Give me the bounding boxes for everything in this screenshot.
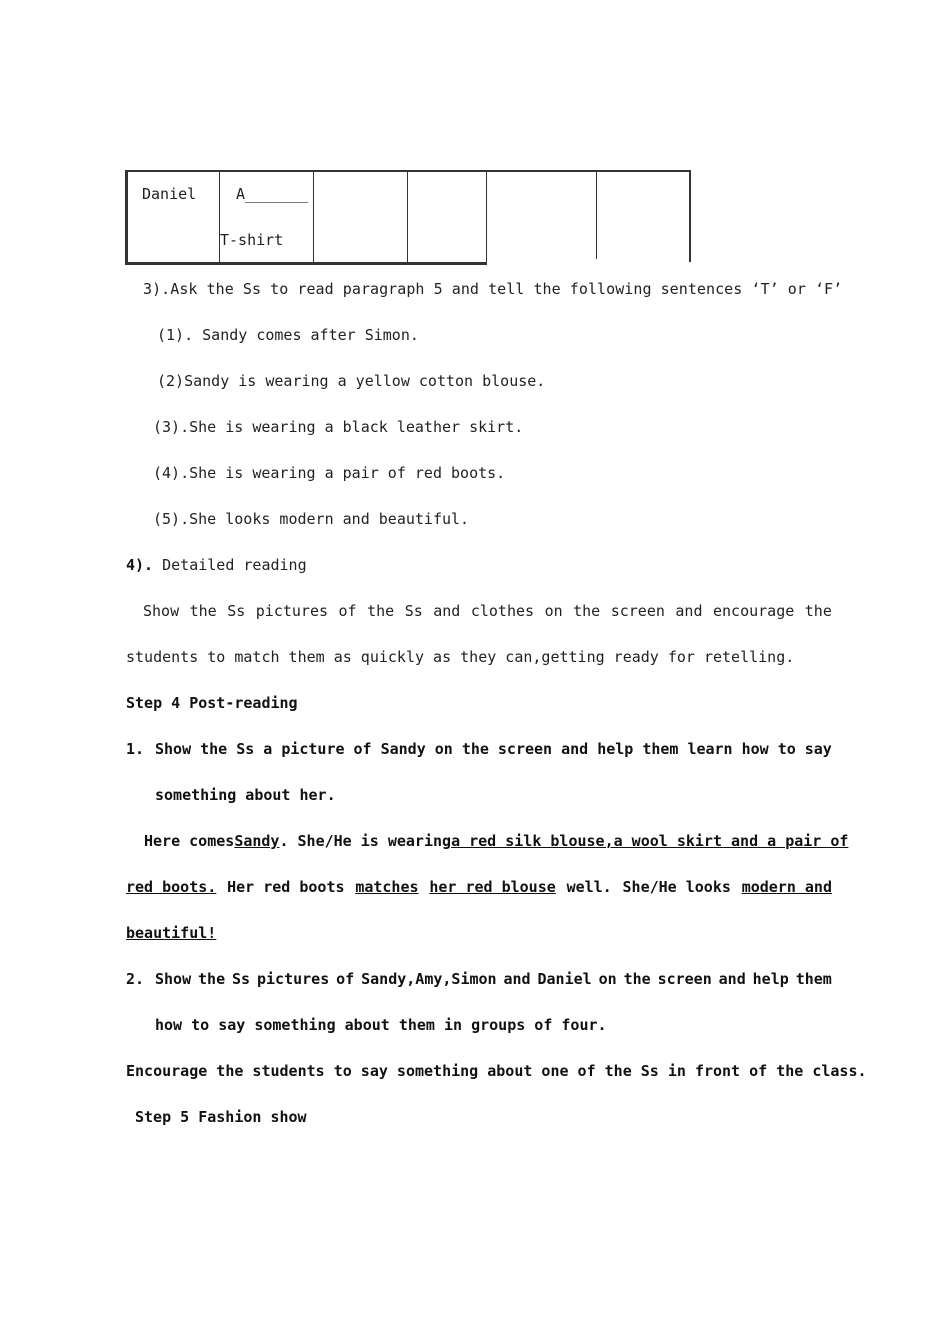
- step4-item2-number: 2.: [126, 970, 145, 988]
- model-she-he-wearing: . She/He is wearing: [279, 832, 452, 850]
- table-col-divider: [313, 170, 314, 264]
- word: and: [718, 970, 746, 988]
- word: the: [623, 970, 651, 988]
- table-col-divider: [219, 170, 220, 264]
- word: Ss: [404, 602, 423, 620]
- word: the: [804, 602, 832, 620]
- step4-heading: Step 4 Post-reading: [126, 694, 298, 712]
- table-col-divider: [486, 170, 487, 264]
- table-cell-name: Daniel: [142, 185, 197, 203]
- word: Ss: [232, 970, 251, 988]
- section4-title: Detailed reading: [162, 556, 307, 574]
- word: Show: [155, 740, 192, 758]
- model-here-comes: Here comes: [144, 832, 235, 850]
- word: the: [461, 740, 489, 758]
- table-cell-item: [236, 185, 308, 203]
- word: Ss: [236, 740, 255, 758]
- word: screen: [657, 970, 712, 988]
- step4-item1-line2: something about her.: [155, 786, 336, 804]
- word: Sandy: [380, 740, 426, 758]
- word: screen: [610, 602, 665, 620]
- model-her-red-boots: Her red boots: [227, 878, 345, 896]
- model-line2: [126, 878, 832, 896]
- model-well: well.: [566, 878, 612, 896]
- word: of: [338, 602, 357, 620]
- section3-instruction: 3).Ask the Ss to read paragraph 5 and tell the following sentences ‘T’ or ‘F’: [143, 280, 843, 298]
- tf-statement-4: (4).She is wearing a pair of red boots.: [153, 464, 506, 482]
- tf-statement-5: (5).She looks modern and beautiful.: [153, 510, 470, 528]
- model-adjectives-a: modern and: [741, 878, 832, 896]
- table-col-divider: [407, 170, 408, 264]
- word: on: [598, 970, 617, 988]
- clothes-table: [125, 170, 690, 264]
- word: Show: [155, 970, 192, 988]
- word: say: [804, 740, 832, 758]
- model-she-he-looks: She/He looks: [622, 878, 731, 896]
- word: them: [642, 740, 679, 758]
- model-clothes-b: red boots.: [126, 878, 217, 896]
- model-name: Sandy: [234, 832, 280, 850]
- word: encourage: [713, 602, 795, 620]
- step4-item2-line2: how to say something about them in groups of four.: [155, 1016, 607, 1034]
- word: on: [544, 602, 563, 620]
- word: on: [434, 740, 453, 758]
- section4-number: 4).: [126, 556, 154, 574]
- item-prefix: A: [236, 185, 246, 203]
- word: and: [675, 602, 703, 620]
- word: of: [353, 740, 372, 758]
- word: pictures: [257, 970, 330, 988]
- step4-item2-line1: [155, 970, 832, 988]
- model-clothes-a: a red silk blouse,a wool skirt and a pair of: [451, 832, 849, 850]
- model-her-red-blouse: her red blouse: [429, 878, 556, 896]
- word: Show: [143, 602, 180, 620]
- step4-item1-number: 1.: [126, 740, 145, 758]
- table-border-bottom: [125, 262, 487, 265]
- word: learn: [687, 740, 733, 758]
- table-border-top: [125, 170, 691, 172]
- word: the: [367, 602, 395, 620]
- word: clothes: [470, 602, 535, 620]
- tf-statement-1: (1). Sandy comes after Simon.: [157, 326, 419, 344]
- word: the: [200, 740, 228, 758]
- table-cell-item-name: T-shirt: [220, 231, 284, 249]
- section4-paragraph-line2: students to match them as quickly as they can,getting ready for retelling.: [126, 648, 795, 666]
- word: how: [741, 740, 769, 758]
- word: the: [189, 602, 217, 620]
- word: Daniel: [537, 970, 592, 988]
- step5-heading: Step 5 Fashion show: [135, 1108, 307, 1126]
- word: Sandy,Amy,Simon: [361, 970, 497, 988]
- word: a: [263, 740, 273, 758]
- word: picture: [281, 740, 345, 758]
- word: and: [561, 740, 589, 758]
- word: screen: [497, 740, 553, 758]
- word: and: [503, 970, 531, 988]
- section4-heading: [126, 556, 307, 574]
- model-adjectives-b: beautiful!: [126, 924, 217, 942]
- step4-item1-line1: [155, 740, 832, 758]
- word: and: [433, 602, 461, 620]
- word: of: [336, 970, 355, 988]
- tf-statement-3: (3).She is wearing a black leather skirt.: [153, 418, 524, 436]
- model-line1: [144, 832, 849, 850]
- word: help: [597, 740, 634, 758]
- word: the: [198, 970, 226, 988]
- step4-encourage: Encourage the students to say something about one of the Ss in front of the class.: [126, 1062, 867, 1080]
- section4-paragraph-line1: [143, 602, 832, 620]
- word: the: [573, 602, 601, 620]
- word: help: [752, 970, 789, 988]
- word: pictures: [255, 602, 329, 620]
- model-matches: matches: [355, 878, 419, 896]
- table-border-left: [125, 170, 128, 265]
- word: to: [777, 740, 796, 758]
- table-border-right: [689, 170, 691, 262]
- word: Ss: [227, 602, 246, 620]
- table-col-divider: [596, 170, 597, 259]
- item-blank: _______: [245, 185, 309, 203]
- tf-statement-2: (2)Sandy is wearing a yellow cotton blouse.: [157, 372, 546, 390]
- word: them: [795, 970, 832, 988]
